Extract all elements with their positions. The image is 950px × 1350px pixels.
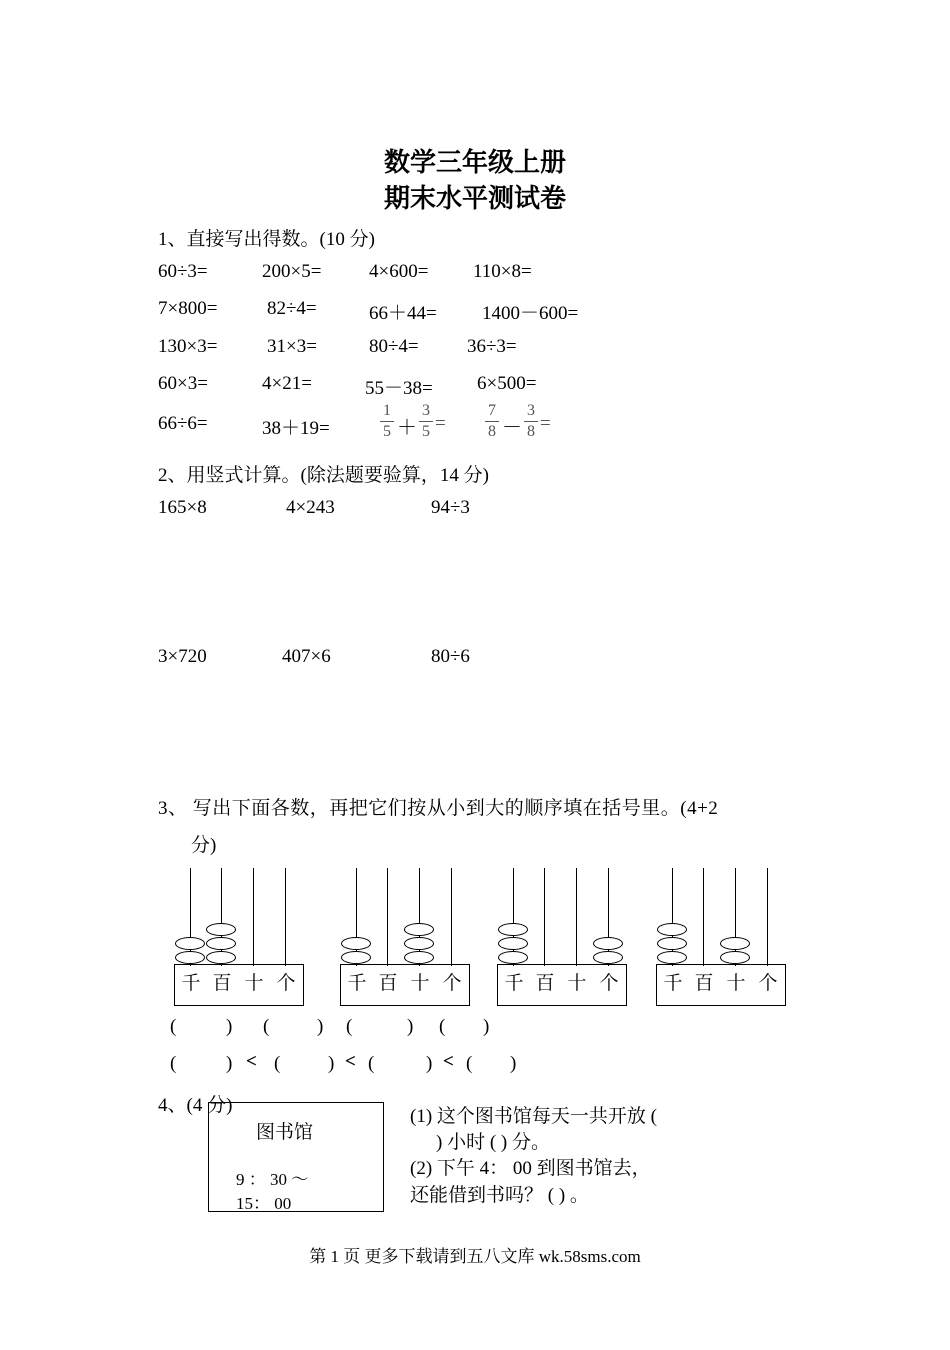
abacus-rod — [703, 868, 704, 966]
abacus-bead — [720, 951, 750, 964]
paren-close: ) — [483, 1016, 490, 1037]
paren-close: ) — [226, 1016, 233, 1037]
q1-item: 130×3= — [158, 336, 218, 357]
fraction-denominator: 5 — [422, 423, 430, 440]
operator: － — [502, 417, 522, 439]
paren-close: ) — [407, 1016, 414, 1037]
page-footer: 第 1 页 更多下载请到五八文库 wk.58sms.com — [309, 1247, 641, 1266]
less-than-sign: < — [246, 1051, 257, 1072]
paren-open: ( — [368, 1053, 375, 1074]
abacus-rod — [576, 868, 577, 966]
paren-open: ( — [170, 1053, 177, 1074]
place-value-label: 百 — [378, 973, 398, 994]
abacus-bead — [404, 951, 434, 964]
abacus-bead — [720, 937, 750, 950]
place-value-label: 十 — [726, 973, 746, 994]
paren-close: ) — [426, 1053, 433, 1074]
abacus-bead — [341, 951, 371, 964]
place-value-label: 百 — [694, 973, 714, 994]
q2-problem: 80÷6 — [431, 646, 470, 667]
abacus-bead — [175, 937, 205, 950]
q2-problem: 4×243 — [286, 497, 335, 518]
page-title-line1: 数学三年级上册 — [383, 148, 566, 177]
library-hours-start: 9 ： 30 ～ — [236, 1170, 309, 1189]
paren-close: ) — [317, 1016, 324, 1037]
paren-open: ( — [263, 1016, 270, 1037]
less-than-sign: < — [345, 1051, 356, 1072]
abacus-bead — [404, 923, 434, 936]
q4-line: (1) 这个图书馆每天一共开放 ( — [410, 1106, 657, 1127]
place-value-label: 十 — [410, 973, 430, 994]
paren-close: ) — [328, 1053, 335, 1074]
operator: ＋ — [397, 417, 417, 439]
abacus-bead — [657, 923, 687, 936]
q2-problem: 94÷3 — [431, 497, 470, 518]
abacus-bead — [175, 951, 205, 964]
paren-open: ( — [346, 1016, 353, 1037]
equals-sign: = — [435, 413, 446, 434]
q4-line: 还能借到书吗？ ( ) 。 — [410, 1185, 589, 1206]
paren-open: ( — [466, 1053, 473, 1074]
abacus — [656, 868, 786, 1010]
q1-item: 66÷6= — [158, 413, 208, 434]
q4-heading: 4、(4 分) — [158, 1095, 233, 1116]
abacus-bead — [593, 937, 623, 950]
abacus-bead — [657, 951, 687, 964]
abacus-rod — [451, 868, 452, 966]
fraction — [419, 402, 433, 441]
paren-open: ( — [274, 1053, 281, 1074]
fraction-denominator: 5 — [383, 423, 391, 440]
place-value-label: 个 — [442, 973, 462, 994]
q1-item: 6×500= — [477, 373, 537, 394]
place-value-label: 十 — [567, 973, 587, 994]
q3-heading-cont: 分) — [191, 835, 217, 856]
q2-heading: 2、用竖式计算。(除法题要验算，14 分) — [158, 465, 489, 486]
fraction-numerator: 3 — [527, 402, 535, 419]
abacus-bead — [657, 937, 687, 950]
abacus — [174, 868, 304, 1010]
abacus-rod — [253, 868, 254, 966]
abacus — [497, 868, 627, 1010]
abacus-rod — [285, 868, 286, 966]
place-value-label: 个 — [276, 973, 296, 994]
place-value-label: 千 — [504, 973, 524, 994]
fraction — [524, 402, 538, 441]
fraction-denominator: 8 — [488, 423, 496, 440]
place-value-label: 千 — [663, 973, 683, 994]
paren-open: ( — [170, 1016, 177, 1037]
abacus-rod — [387, 868, 388, 966]
q1-item: 4×600= — [369, 261, 429, 282]
place-value-label: 个 — [758, 973, 778, 994]
q1-item: 200×5= — [262, 261, 322, 282]
abacus-bead — [498, 951, 528, 964]
abacus-bead — [498, 937, 528, 950]
q1-item: 7×800= — [158, 298, 218, 319]
abacus — [340, 868, 470, 1010]
q1-item: 66＋44= — [369, 303, 437, 324]
q1-item: 1400－600= — [482, 303, 579, 324]
q1-item: 60÷3= — [158, 261, 208, 282]
place-value-label: 百 — [212, 973, 232, 994]
q1-item: 31×3= — [267, 336, 317, 357]
q1-item: 55－38= — [365, 378, 433, 399]
place-value-label: 个 — [599, 973, 619, 994]
equals-sign: = — [540, 413, 551, 434]
abacus-bead — [206, 951, 236, 964]
q1-item: 4×21= — [262, 373, 312, 394]
paren-open: ( — [439, 1016, 446, 1037]
q1-heading: 1、直接写出得数。(10 分) — [158, 229, 375, 250]
place-value-label: 千 — [347, 973, 367, 994]
q1-item: 38＋19= — [262, 418, 330, 439]
abacus-bead — [593, 951, 623, 964]
q2-problem: 407×6 — [282, 646, 331, 667]
q2-problem: 3×720 — [158, 646, 207, 667]
q1-item: 80÷4= — [369, 336, 419, 357]
paren-close: ) — [226, 1053, 233, 1074]
abacus-bead — [498, 923, 528, 936]
library-hours-end: 15： 00 — [236, 1194, 292, 1213]
library-sign-title: 图书馆 — [256, 1122, 314, 1143]
q3-heading: 3、 写出下面各数，再把它们按从小到大的顺序填在括号里。(4+2 — [158, 798, 719, 819]
q1-item: 60×3= — [158, 373, 208, 394]
q4-line: ) 小时 ( ) 分。 — [436, 1132, 550, 1153]
fraction-numerator: 1 — [383, 402, 391, 419]
paren-close: ) — [510, 1053, 517, 1074]
q2-problem: 165×8 — [158, 497, 207, 518]
q4-line: (2) 下午 4： 00 到图书馆去， — [410, 1158, 651, 1179]
page-title-line2: 期末水平测试卷 — [383, 184, 566, 213]
fraction-denominator: 8 — [527, 423, 535, 440]
place-value-label: 十 — [244, 973, 264, 994]
q1-item: 36÷3= — [467, 336, 517, 357]
abacus-rod — [544, 868, 545, 966]
fraction-numerator: 3 — [422, 402, 430, 419]
abacus-bead — [206, 937, 236, 950]
abacus-rod — [767, 868, 768, 966]
fraction — [485, 402, 499, 441]
less-than-sign: < — [443, 1051, 454, 1072]
fraction — [380, 402, 394, 441]
fraction-numerator: 7 — [488, 402, 496, 419]
abacus-bead — [206, 923, 236, 936]
place-value-label: 百 — [535, 973, 555, 994]
q1-item: 82÷4= — [267, 298, 317, 319]
q1-item: 110×8= — [473, 261, 532, 282]
place-value-label: 千 — [181, 973, 201, 994]
abacus-bead — [341, 937, 371, 950]
abacus-bead — [404, 937, 434, 950]
